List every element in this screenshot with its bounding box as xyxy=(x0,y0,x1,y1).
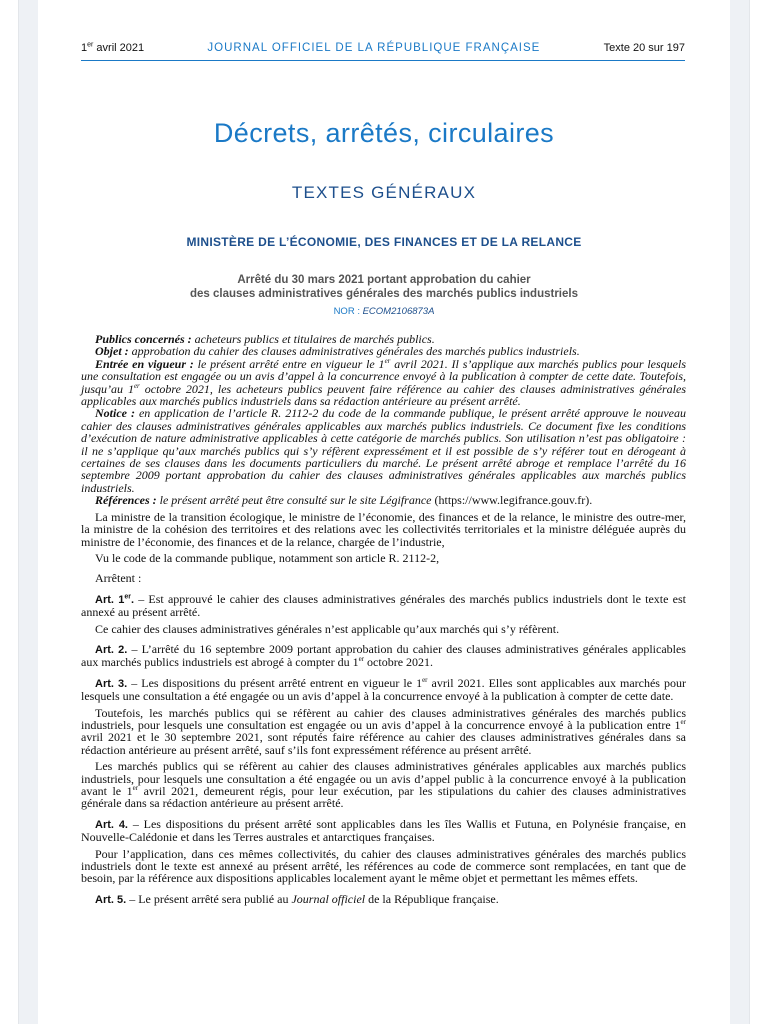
article-1: Art. 1er. – Est approuvé le cahier des clauses administratives générales des marchés publics industriels dont le texte est annexé au présent arrêté. xyxy=(81,591,686,620)
summary-entree-en-vigueur: Entrée en vigueur : le présent arrêté entre en vigueur le 1er avril 2021. Il s’applique aux marchés publics pour lesquels une consultation est engagée ou un avis d’appel à la concurrence envoyé à la publication à compter de cette date. Toutefois, jusqu’au 1er octobre 2021, les acheteurs publics peuvent faire référence au cahier des clauses administratives générales applicables aux marchés publics industriels dans sa rédaction antérieure au présent arrêté. xyxy=(81,356,686,409)
nor-reference xyxy=(19,306,749,317)
left-gutter xyxy=(19,0,38,1024)
document-page xyxy=(19,0,749,1024)
article-3-label: Art. 3. xyxy=(95,677,128,690)
summary-notice: Notice : en application de l’article R. 2112-2 du code de la commande publique, le présent arrêté approuve le nouveau cahier des clauses administratives générales applicables aux marchés publics industriels. Ce document fixe les conditions d’exécution de nature administrative applicables à cette catégorie de marchés publics. Son utilisation n’est pas obligatoire : il ne s’applique qu’aux marchés publics qui s’y réfèrent expressément et il est possible de s’y référer tout en dérogeant à certaines de ses clauses dans les documents particuliers du marché. Le présent arrêté abroge et remplace l’arrêté du 16 septembre 2009 portant approbation du cahier des clauses administratives générales applicables aux marchés publics industriels. xyxy=(81,406,687,495)
section-title: TEXTES GÉNÉRAUX xyxy=(291,183,477,202)
summary-references: Références : le présent arrêté peut être consulté sur le site Légifrance (https://www.legifrance.gouv.fr). xyxy=(95,493,593,508)
article-4: Art. 4. – Les dispositions du présent arrêté sont applicables dans les îles Wallis et Futuna, en Polynésie française, en Nouvelle-Calédonie et dans les Terres australes et antarctiques françaises. xyxy=(81,816,686,845)
article-4-paragraph-2: Pour l’application, dans ces mêmes collectivités, du cahier des clauses administratives générales des marchés publics industriels dont le texte est annexé au présent arrêté, les références au code de commerce sont remplacées, en tant que de besoin, par la référence aux dispositions applicables localement ayant le même objet et permettant les mêmes effets. xyxy=(81,846,686,886)
document-body xyxy=(81,333,686,906)
summary-publics: Publics concernés : acheteurs publics et titulaires de marchés publics. xyxy=(95,332,435,346)
article-3-paragraph-3: Les marchés publics qui se réfèrent au cahier des clauses administratives générales applicables aux marchés publics industriels, pour lesquels une consultation a été engagée ou un avis d’appel public à la concurrence envoyé à la publication avant le 1er avril 2021, demeurent régis, pour leur exécution, par les stipulations du cahier des clauses administratives générale dans sa rédaction antérieure au présent arrêté. xyxy=(81,759,686,811)
preamble-ministres: La ministre de la transition écologique, le ministre de l’économie, des finances et de la relance, le ministre des outre-mer, la ministre de la cohésion des territoires et des relations avec les collectivités territoriales et la ministre déléguée auprès du ministre de l’économie, des finances et de la relance, chargée de l’industrie, xyxy=(81,509,686,549)
nor-label: NOR : xyxy=(333,306,363,317)
journal-name: JOURNAL OFFICIEL DE LA RÉPUBLIQUE FRANÇAISE xyxy=(207,42,541,54)
nor-code: ECOM2106873A xyxy=(362,306,435,317)
preamble-arretent: Arrêtent : xyxy=(95,571,142,586)
article-5: Art. 5. – Le présent arrêté sera publié au Journal officiel de la République française. xyxy=(95,891,499,906)
page-header xyxy=(81,38,685,58)
text-counter: Texte 20 sur 197 xyxy=(603,42,685,54)
article-2-label: Art. 2. xyxy=(95,643,128,656)
article-3: Art. 3. – Les dispositions du présent arrêté entrent en vigueur le 1er avril 2021. Elles sont applicables aux marchés pour lesquels une consultation a été engagée ou un avis d’appel à la concurrence envoyé à la publication à compter de cette date. xyxy=(81,675,686,704)
article-1-paragraph-2: Ce cahier des clauses administratives générales n’est applicable qu’aux marchés qui s’y réfèrent. xyxy=(95,621,560,636)
article-1-label: Art. 1er. xyxy=(95,593,135,606)
article-3-paragraph-2: Toutefois, les marchés publics qui se réfèrent au cahier des clauses administratives générales des marchés publics industriels, pour lesquels une consultation est engagée ou un avis d’appel à la concurrence envoyé à la publication entre 1er avril 2021 et le 30 septembre 2021, sont réputés faire référence au cahier des clauses administratives générales dans sa rédaction antérieure au présent arrêté, sauf s’ils font expressément référence au présent arrêté. xyxy=(81,705,686,757)
article-2: Art. 2. – L’arrêté du 16 septembre 2009 portant approbation du cahier des clauses administratives générales applicables aux marchés publics industriels est abrogé à compter du 1er octobre 2021. xyxy=(81,641,686,670)
right-gutter xyxy=(730,0,749,1024)
legifrance-link[interactable]: (https://www.legifrance.gouv.fr). xyxy=(431,493,593,508)
header-date: 1er avril 2021 xyxy=(81,41,145,54)
article-4-label: Art. 4. xyxy=(95,818,128,831)
arrete-title-line1: Arrêté du 30 mars 2021 portant approbation du cahier xyxy=(237,274,531,286)
page-title: Décrets, arrêtés, circulaires xyxy=(213,118,555,148)
arrete-title xyxy=(19,273,749,301)
ministry-heading: MINISTÈRE DE L’ÉCONOMIE, DES FINANCES ET DE LA RELANCE xyxy=(186,235,582,249)
arrete-title-line2: des clauses administratives générales des marchés publics industriels xyxy=(190,288,578,300)
header-divider xyxy=(81,60,685,61)
article-5-label: Art. 5. xyxy=(95,893,127,906)
summary-objet: Objet : approbation du cahier des clauses administratives générales des marchés publics industriels. xyxy=(95,344,580,359)
preamble-vu: Vu le code de la commande publique, notamment son article R. 2112-2, xyxy=(95,550,440,565)
